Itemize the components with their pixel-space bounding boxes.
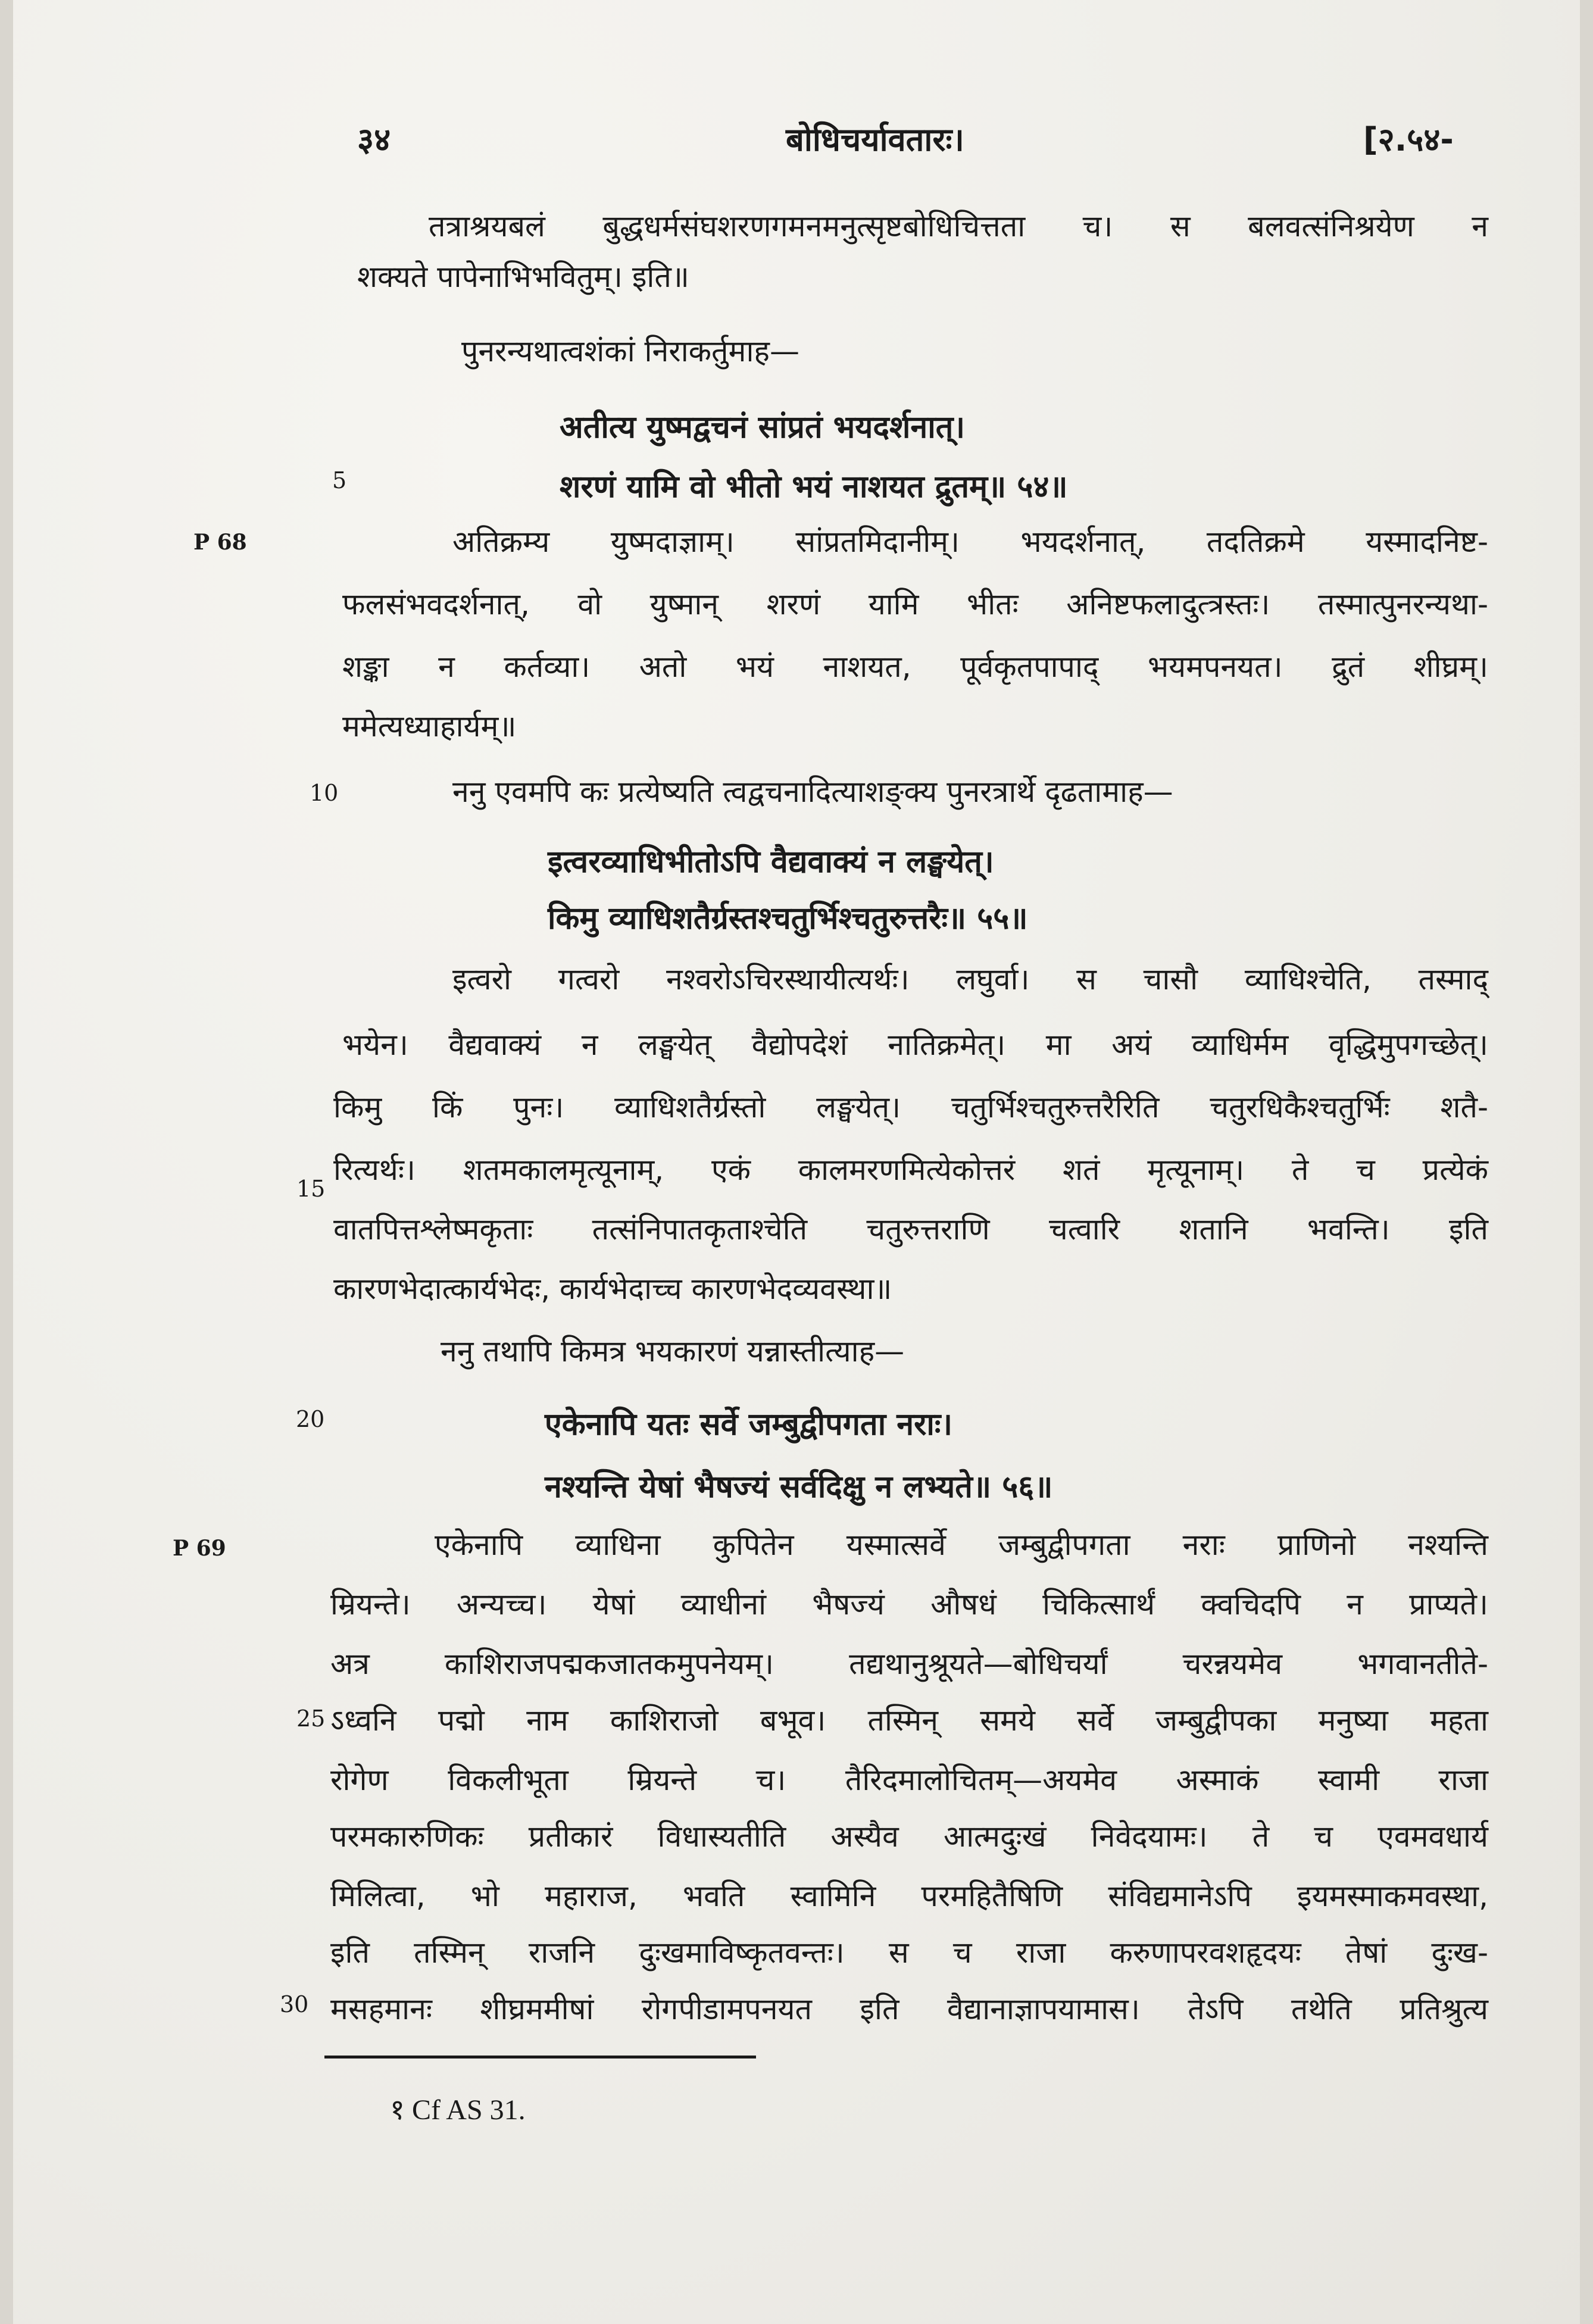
text-line-14: भयेन। वैद्यवाक्यं न लङ्घयेत् वैद्योपदेशं नातिक्रमेत्। मा अयं व्याधिर्मम वृद्धिमुपगच्छेत्। — [342, 1027, 1488, 1062]
verse-56b: नश्यन्ति येषां भैषज्यं सर्वदिक्षु न लभ्यते॥ ५६॥ — [545, 1469, 1053, 1505]
page-ref-p68: P 68 — [193, 530, 247, 555]
text-line-27: परमकारुणिकः प्रतीकारं विधास्यतीति अस्यैव आत्मदुःखं निवेदयामः। ते च एवमवधार्य — [330, 1819, 1488, 1854]
verse-54a: अतीत्य युष्मद्वचनं सांप्रतं भयदर्शनात्। — [560, 410, 966, 445]
page-number: ३४ — [357, 121, 391, 158]
line-number-25: 25 — [296, 1705, 326, 1732]
line-number-5: 5 — [332, 467, 347, 493]
text-line-19: ननु तथापि किमत्र भयकारणं यन्नास्तीत्याह— — [441, 1334, 905, 1369]
line-number-20: 20 — [296, 1406, 325, 1432]
text-line-18: कारणभेदात्कार्यभेदः, कार्यभेदाच्च कारणभेदव्यवस्था॥ — [333, 1272, 892, 1306]
text-line-24: अत्र काशिराजपद्मकजातकमुपनेयम्। तद्यथानुश्रूयते—बोधिचर्यां चरन्नयमेव भगवानतीते- — [330, 1647, 1488, 1681]
footnote-rule — [324, 2056, 756, 2059]
text-line-17: वातपित्तश्लेष्मकृताः तत्संनिपातकृताश्चेति चतुरुत्तराणि चत्वारि शतानि भवन्ति। इति — [333, 1212, 1488, 1247]
text-line-25: ऽध्वनि पद्मो नाम काशिराजो बभूव। तस्मिन् समये सर्वे जम्बुद्वीपका मनुष्या महता — [330, 1703, 1488, 1738]
text-line-8: शङ्का न कर्तव्या। अतो भयं नाशयत, पूर्वकृतपापाद् भयमपनयत। द्रुतं शीघ्रम्। — [342, 649, 1488, 684]
verse-54b: शरणं यामि वो भीतो भयं नाशयत द्रुतम्॥ ५४॥ — [560, 469, 1068, 505]
verse-55a: इत्वरव्याधिभीतोऽपि वैद्यवाक्यं न लङ्घयेत्। — [548, 844, 994, 880]
scan-edge-right — [1580, 0, 1593, 2324]
text-line-16: रित्यर्थः। शतमकालमृत्यूनाम्, एकं कालमरणमित्येकोत्तरं शतं मृत्यूनाम्। ते च प्रत्येकं — [333, 1152, 1488, 1187]
text-line-29: इति तस्मिन् राजनि दुःखमाविष्कृतवन्तः। स च राजा करुणापरवशहृदयः तेषां दुःख- — [330, 1935, 1488, 1970]
text-line-13: इत्वरो गत्वरो नश्वरोऽचिरस्थायीत्यर्थः। लघुर्वा। स चासौ व्याधिश्चेति, तस्माद् — [452, 962, 1488, 997]
line-number-30: 30 — [280, 1991, 309, 2017]
section-marker: [२.५४- — [1363, 121, 1454, 158]
page-ref-p69: P 69 — [173, 1536, 226, 1561]
text-line-7: फलसंभवदर्शनात्, वो युष्मान् शरणं यामि भीतः अनिष्टफलादुत्त्रस्तः। तस्मात्पुनरन्यथा- — [342, 587, 1488, 621]
text-line-30: मसहमानः शीघ्रममीषां रोगपीडामपनयत इति वैद्यानाज्ञापयामास। तेऽपि तथेति प्रतिश्रुत्य — [330, 1992, 1488, 2026]
text-line-6: अतिक्रम्य युष्मदाज्ञाम्। सांप्रतमिदानीम्। भयदर्शनात्, तदतिक्रमे यस्मादनिष्ट- — [452, 524, 1488, 559]
text-line-23: म्रियन्ते। अन्यच्च। येषां व्याधीनां भैषज्यं औषधं चिकित्सार्थं क्वचिदपि न प्राप्यते। — [330, 1587, 1488, 1622]
text-line-15: किमु किं पुनः। व्याधिशतैर्ग्रस्तो लङ्घयेत्। चतुर्भिश्चतुरुत्तरैरिति चतुरधिकैश्चतुर्भिः शतै- — [333, 1090, 1488, 1124]
text-line-1: तत्राश्रयबलं बुद्धधर्मसंघशरणगमनमनुत्सृष्टबोधिचित्तता च। स बलवत्संनिश्रयेण न — [429, 209, 1488, 243]
scan-edge-left — [0, 0, 13, 2324]
verse-56a: एकेनापि यतः सर्वे जम्बुद्वीपगता नराः। — [545, 1407, 953, 1442]
running-title: बोधिचर्यावतारः। — [786, 121, 964, 158]
text-line-10: ननु एवमपि कः प्रत्येष्यति त्वद्वचनादित्याशङ्क्य पुनरत्रार्थे दृढतामाह— — [452, 774, 1173, 809]
line-number-10: 10 — [310, 780, 339, 806]
line-number-15: 15 — [296, 1176, 326, 1202]
text-line-22: एकेनापि व्याधिना कुपितेन यस्मात्सर्वे जम्बुद्वीपगता नराः प्राणिनो नश्यन्ति — [435, 1528, 1488, 1562]
text-line-26: रोगेण विकलीभूता म्रियन्ते च। तैरिदमालोचितम्—अयमेव अस्माकं स्वामी राजा — [330, 1763, 1488, 1797]
text-line-2: शक्यते पापेनाभिभवितुम्। इति॥ — [357, 260, 689, 294]
text-line-28: मिलित्वा, भो महाराज, भवति स्वामिनि परमहितैषिणि संविद्यमानेऽपि इयमस्माकमवस्था, — [330, 1879, 1488, 1913]
text-line-3: पुनरन्यथात्वशंकां निराकर्तुमाह— — [461, 334, 799, 368]
verse-55b: किमु व्याधिशतैर्ग्रस्तश्चतुर्भिश्चतुरुत्तरैः॥ ५५॥ — [548, 901, 1028, 936]
footnote: १ Cf AS 31. — [390, 2094, 526, 2126]
text-line-9: ममेत्यध्याहार्यम्॥ — [342, 709, 517, 744]
